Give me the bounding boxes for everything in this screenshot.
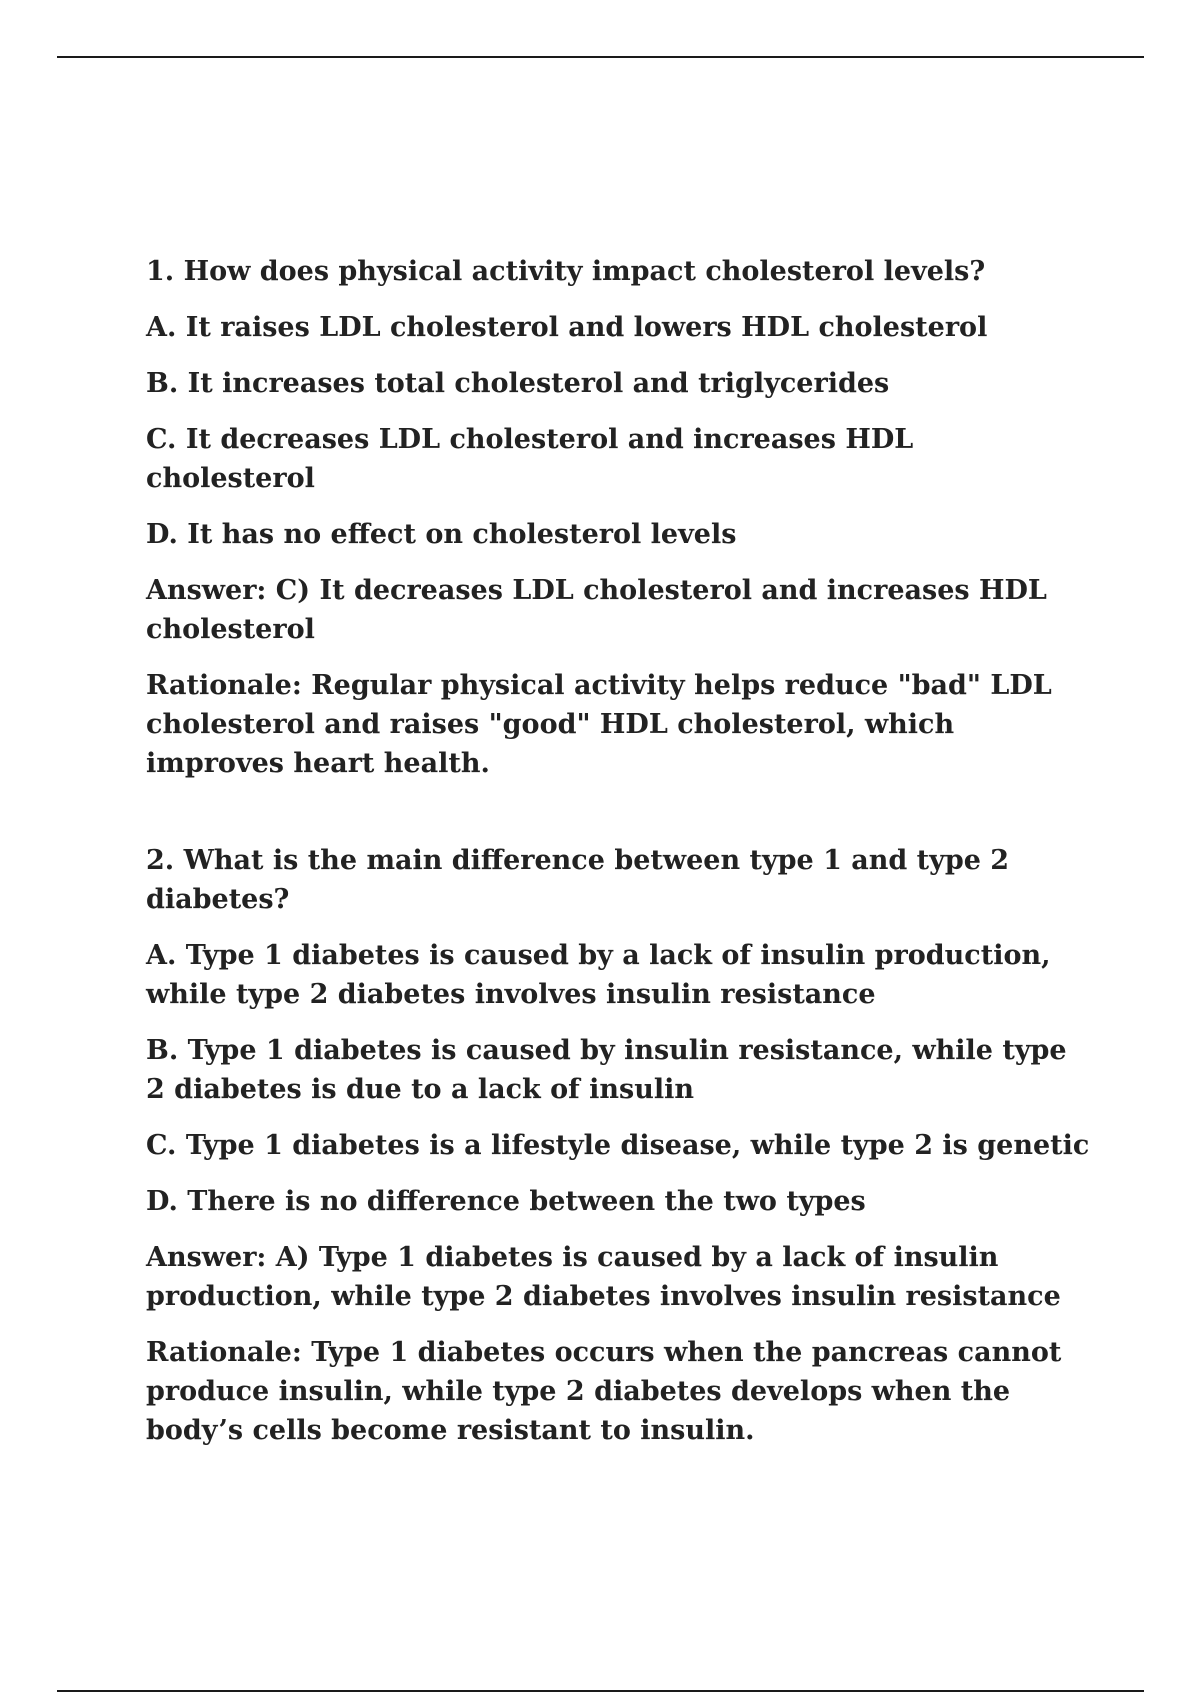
rationale-text: Rationale: Regular physical activity helps reduce "bad" LDL cholesterol and raises "good" HDL cholesterol, which improves heart health.: [146, 670, 1052, 779]
option-c: C. It decreases LDL cholesterol and increases HDL cholesterol: [146, 424, 914, 494]
option-d: D. There is no difference between the two types: [146, 1186, 866, 1217]
option-c: C. Type 1 diabetes is a lifestyle disease, while type 2 is genetic: [146, 1130, 1090, 1161]
answer-text: Answer: A) Type 1 diabetes is caused by a lack of insulin production, while type 2 diabetes involves insulin resistance: [146, 1242, 1061, 1312]
question-text: 1. How does physical activity impact cholesterol levels?: [146, 256, 986, 287]
top-divider: [57, 56, 1144, 58]
option-a: A. It raises LDL cholesterol and lowers HDL cholesterol: [146, 312, 988, 343]
answer-text: Answer: C) It decreases LDL cholesterol and increases HDL cholesterol: [146, 575, 1047, 645]
option-b: B. It increases total cholesterol and triglycerides: [146, 368, 890, 399]
bottom-divider: [57, 1690, 1144, 1692]
rationale-text: Rationale: Type 1 diabetes occurs when the pancreas cannot produce insulin, while type 2 diabetes develops when the body’s cells become resistant to insulin.: [146, 1337, 1062, 1446]
document-body: [146, 252, 1090, 1467]
option-b: B. Type 1 diabetes is caused by insulin resistance, while type 2 diabetes is due to a lack of insulin: [146, 1035, 1067, 1105]
question-block-1: [146, 252, 1090, 783]
option-a: A. Type 1 diabetes is caused by a lack of insulin production, while type 2 diabetes involves insulin resistance: [146, 940, 1051, 1010]
question-text: 2. What is the main difference between type 1 and type 2 diabetes?: [146, 845, 1010, 915]
question-block-2: [146, 841, 1090, 1450]
option-d: D. It has no effect on cholesterol levels: [146, 519, 737, 550]
